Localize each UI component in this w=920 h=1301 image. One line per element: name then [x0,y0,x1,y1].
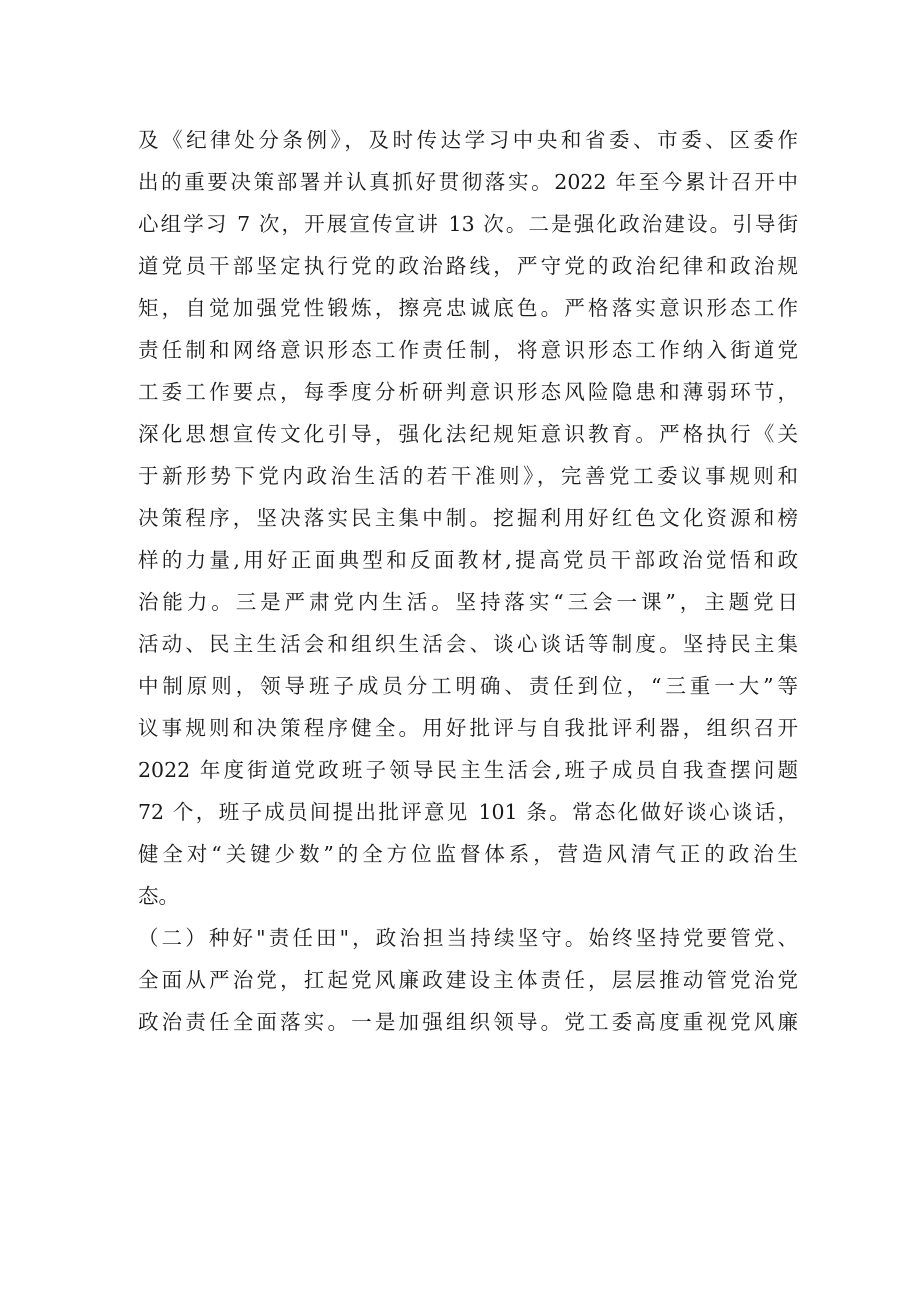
text-line: 出的重要决策部署并认真抓好贯彻落实。2022 年至今累计召开中 [138,170,798,194]
text-line: 深化思想宣传文化引导，强化法纪规矩意识教育。严格执行《关 [138,422,798,446]
text-line: 健全对“关键少数”的全方位监督体系，营造风清气正的政治生 [138,842,798,866]
section-heading-line: （二）种好"责任田"，政治担当持续坚守。始终坚持党要管党、 [138,926,798,950]
text-line: 政治责任全面落实。一是加强组织领导。党工委高度重视党风廉 [138,1010,798,1034]
text-line: 矩，自觉加强党性锻炼，擦亮忠诚底色。严格落实意识形态工作 [138,296,798,320]
text-line: 道党员干部坚定执行党的政治路线，严守党的政治纪律和政治规 [138,254,798,278]
text-line: 态。 [138,884,179,908]
text-line: 样的力量,用好正面典型和反面教材,提高党员干部政治觉悟和政 [138,548,798,572]
text-line: 责任制和网络意识形态工作责任制，将意识形态工作纳入街道党 [138,338,798,362]
text-line: 活动、民主生活会和组织生活会、谈心谈话等制度。坚持民主集 [138,632,798,656]
text-line: 72 个，班子成员间提出批评意见 101 条。常态化做好谈心谈话， [138,800,798,824]
text-line: 中制原则，领导班子成员分工明确、责任到位，“三重一大”等 [138,674,798,698]
text-line: 2022 年度街道党政班子领导民主生活会,班子成员自我查摆问题 [138,758,798,782]
text-line: 于新形势下党内政治生活的若干准则》，完善党工委议事规则和 [138,464,798,488]
text-line: 决策程序，坚决落实民主集中制。挖掘利用好红色文化资源和榜 [138,506,798,530]
text-line: 议事规则和决策程序健全。用好批评与自我批评利器，组织召开 [138,716,798,740]
text-line: 及《纪律处分条例》，及时传达学习中央和省委、市委、区委作 [138,128,798,152]
text-line: 工委工作要点，每季度分析研判意识形态风险隐患和薄弱环节， [138,380,798,404]
text-line: 心组学习 7 次，开展宣传宣讲 13 次。二是强化政治建设。引导街 [138,212,798,236]
body-text [138,119,798,1043]
text-line: 治能力。三是严肃党内生活。坚持落实“三会一课”，主题党日 [138,590,798,614]
text-line: 全面从严治党，扛起党风廉政建设主体责任，层层推动管党治党 [138,968,798,992]
